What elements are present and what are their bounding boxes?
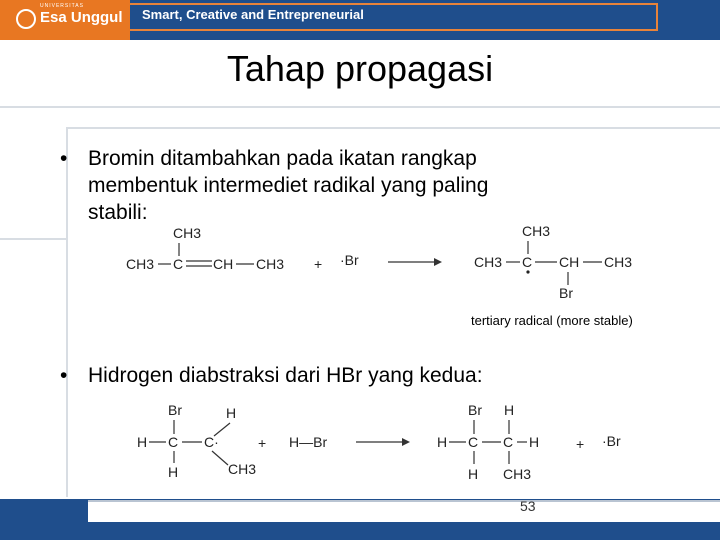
r2-plus-2: + [576, 436, 585, 452]
bullet-1-line-3: stabili: [88, 201, 148, 224]
r2-ch3: CH3 [228, 461, 257, 477]
r2-p-h-top: H [504, 402, 515, 418]
r1-p-ch: CH [559, 254, 580, 270]
r2-p-h-left: H [437, 434, 448, 450]
r2-plus-1: + [258, 435, 267, 451]
r2-br-top: Br [168, 402, 182, 418]
r1-p-br: Br [559, 285, 573, 301]
r2-bond-ch3 [212, 451, 228, 465]
r2-arrow-icon [402, 438, 410, 446]
footer-panel [88, 500, 720, 522]
logo-subtitle: UNIVERSITAS [40, 3, 84, 9]
logo-text: Esa Unggul [40, 9, 123, 26]
tagline: Smart, Creative and Entrepreneurial [142, 7, 364, 22]
slide-title: Tahap propagasi [226, 48, 494, 89]
r1-p-ch3-right: CH3 [604, 254, 633, 270]
r1-ch: CH [213, 256, 234, 272]
r1-c1: C [173, 256, 184, 272]
r1-ch3-right: CH3 [256, 256, 285, 272]
r2-hbr: H—Br [289, 434, 328, 450]
r2-h-top: H [226, 405, 237, 421]
bullet-1-line-1: Bromin ditambahkan pada ikatan rangkap [88, 147, 477, 170]
r2-h-left: H [137, 434, 148, 450]
reaction-1-caption: tertiary radical (more stable) [471, 313, 633, 328]
r2-p-c2: C [503, 434, 514, 450]
r2-p-h-right: H [529, 434, 540, 450]
r1-p-ch3-left: CH3 [474, 254, 503, 270]
r1-ch3-left: CH3 [126, 256, 155, 272]
r2-radical-br: ·Br [602, 433, 621, 449]
r1-radical-br: ·Br [340, 252, 359, 268]
r2-c1: C [168, 434, 179, 450]
r2-p-c1: C [468, 434, 479, 450]
r2-c2: C· [204, 434, 219, 450]
r1-plus: + [314, 256, 323, 272]
r2-p-br: Br [468, 402, 482, 418]
r1-p-ch3-top: CH3 [522, 223, 551, 239]
r2-h-bottom: H [168, 464, 179, 480]
bullet-1-marker: • [60, 147, 68, 170]
page-number: 53 [520, 498, 536, 514]
r1-p-c: C [522, 254, 533, 270]
bullet-2-marker: • [60, 364, 68, 387]
bullet-1-line-2: membentuk intermediet radikal yang paling [88, 174, 489, 197]
r2-p-h-bottom: H [468, 466, 479, 482]
bullet-2-line-1: Hidrogen diabstraksi dari HBr yang kedua: [88, 364, 483, 387]
r1-ch3-top: CH3 [173, 225, 202, 241]
r2-p-ch3: CH3 [503, 466, 532, 482]
